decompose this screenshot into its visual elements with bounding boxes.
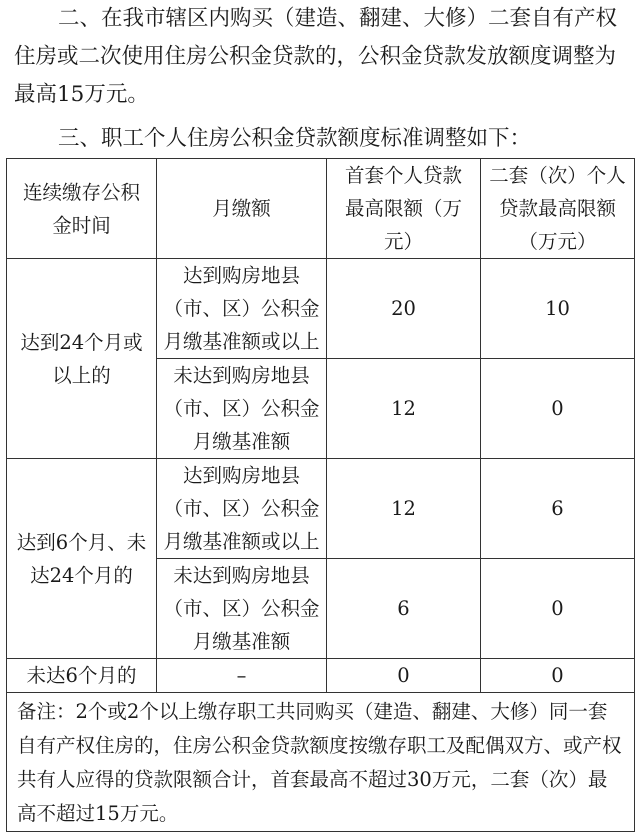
cell-monthly: 达到购房地县（市、区）公积金月缴基准额或以上	[157, 459, 327, 559]
table-row	[7, 259, 635, 359]
table-header-row	[7, 159, 635, 259]
header-second-home: 二套（次）个人贷款最高限额（万元）	[481, 159, 635, 259]
paragraph-3-heading: 三、职工个人住房公积金贷款额度标准调整如下：	[58, 126, 532, 151]
header-first-home: 首套个人贷款最高限额（万元）	[327, 159, 481, 259]
cell-monthly: –	[157, 659, 327, 693]
paragraph-2-line-1: 二、在我市辖区内购买（建造、翻建、大修）二套自有产权	[58, 6, 618, 31]
cell-first-limit: 0	[327, 659, 481, 693]
table-row	[7, 659, 635, 693]
cell-first-limit: 6	[327, 559, 481, 659]
loan-quota-table	[6, 158, 635, 832]
cell-second-limit: 6	[481, 459, 635, 559]
table-note: 备注：2个或2个以上缴存职工共同购买（建造、翻建、大修）同一套自有产权住房的，住房公积金贷款额度按缴存职工及配偶双方、或产权共有人应得的贷款限额合计，首套最高不超过30万元，二套（次）最高不超过15万元。	[7, 693, 635, 832]
header-duration: 连续缴存公积金时间	[7, 159, 157, 259]
cell-second-limit: 0	[481, 659, 635, 693]
group-label-under-6-months: 未达6个月的	[7, 659, 157, 693]
cell-monthly: 未达到购房地县（市、区）公积金月缴基准额	[157, 359, 327, 459]
cell-first-limit: 12	[327, 459, 481, 559]
paragraph-2-line-2: 住房或二次使用住房公积金贷款的，公积金贷款发放额度调整为	[14, 44, 617, 69]
group-label-6-to-24-months: 达到6个月、未达24个月的	[7, 459, 157, 659]
header-monthly: 月缴额	[157, 159, 327, 259]
cell-monthly: 达到购房地县（市、区）公积金月缴基准额或以上	[157, 259, 327, 359]
cell-first-limit: 12	[327, 359, 481, 459]
cell-second-limit: 0	[481, 359, 635, 459]
cell-second-limit: 10	[481, 259, 635, 359]
table-row	[7, 459, 635, 559]
paragraph-2	[0, 0, 640, 114]
cell-second-limit: 0	[481, 559, 635, 659]
table-note-row	[7, 693, 635, 832]
cell-monthly: 未达到购房地县（市、区）公积金月缴基准额	[157, 559, 327, 659]
group-label-24-months: 达到24个月或以上的	[7, 259, 157, 459]
cell-first-limit: 20	[327, 259, 481, 359]
paragraph-2-line-3: 最高15万元。	[14, 82, 149, 107]
